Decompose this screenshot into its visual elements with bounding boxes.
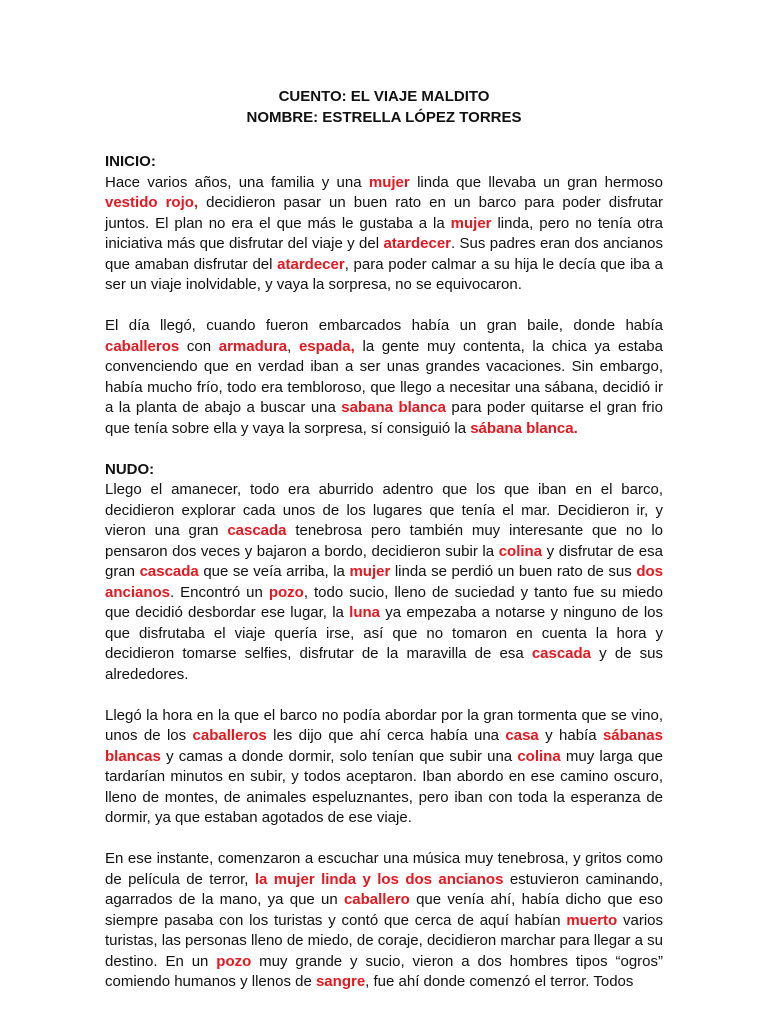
text-run: linda, pero no tenía otra iniciativa más que disfrutar del viaje y del bbox=[105, 214, 663, 252]
highlighted-keyword: colina bbox=[498, 542, 543, 560]
highlighted-keyword: luna bbox=[349, 604, 380, 621]
highlighted-keyword: caballero bbox=[343, 891, 410, 908]
highlighted-keyword: muerto bbox=[566, 911, 618, 929]
text-run: que venía ahí, había dicho que eso siempre pasaba con los turistas y contó que cerca de aquí habían bbox=[105, 891, 663, 929]
text-run: para poder quitarse el gran frio que tenía sobre ella y vaya la sorpresa, sí consiguió la bbox=[105, 399, 663, 437]
highlighted-keyword: mujer bbox=[349, 563, 391, 580]
highlighted-keyword: sabana blanca bbox=[341, 399, 446, 416]
highlighted-keyword: armadura bbox=[218, 337, 288, 355]
text-run: muy larga que tardarían minutos en subir, y todos aceptaron. Iban abordo en ese camino oscuro, lleno de montes, de animales espeluznantes, pero iban con toda la esperanza de dormir, ya que estaban agotados de ese viaje. bbox=[105, 747, 663, 826]
highlighted-keyword: casa bbox=[505, 727, 539, 744]
text-run: varios turistas, las personas lleno de miedo, de coraje, decidieron marchar para llegar a su destino. En un bbox=[105, 911, 664, 970]
highlighted-keyword: cascada bbox=[531, 645, 592, 662]
text-run: Llegó la hora en la que el barco no podía abordar por la gran tormenta que se vino, unos de los bbox=[105, 706, 663, 744]
highlighted-keyword: pozo bbox=[216, 952, 252, 970]
paragraph bbox=[105, 480, 663, 685]
section-nudo bbox=[105, 460, 663, 993]
highlighted-keyword: cascada bbox=[227, 522, 287, 539]
highlighted-keyword: caballeros bbox=[192, 727, 267, 744]
text-run: El día llegó, cuando fueron embarcados había un gran baile, donde había bbox=[105, 317, 663, 334]
highlighted-keyword: espada, bbox=[298, 337, 355, 355]
highlighted-keyword: dos ancianos bbox=[105, 563, 663, 601]
text-run: , para poder calmar a su hija le decía que iba a ser un viaje inolvidable, y vaya la sorpresa, no se equivocaron. bbox=[105, 255, 663, 293]
text-run: muy grande y sucio, vieron a dos hombres tipos “ogros” comiendo humanos y llenos de bbox=[105, 952, 663, 990]
text-run: estuvieron caminando, agarrados de la mano, ya que un bbox=[105, 870, 663, 908]
highlighted-keyword: mujer bbox=[450, 214, 492, 232]
story-title: CUENTO: EL VIAJE MALDITO bbox=[278, 88, 490, 105]
text-run: decidieron pasar un buen rato en un barco para poder disfrutar juntos. El plan no era el que más le gustaba a la bbox=[105, 194, 663, 232]
text-run: con bbox=[179, 337, 219, 355]
text-run: . Encontró un bbox=[170, 583, 269, 601]
document-header bbox=[105, 86, 663, 128]
text-run: , fue ahí donde comenzó el terror. Todos bbox=[365, 973, 634, 990]
highlighted-keyword: atardecer bbox=[383, 235, 451, 252]
section-inicio bbox=[105, 152, 663, 439]
text-run: Hace varios años, una familia y una bbox=[105, 173, 369, 191]
text-run: la gente muy contenta, la chica ya estaba convenciendo que en verdad iban a ser unas grandes vacaciones. Sin embargo, había mucho frío, todo era tembloroso, que llego a necesitar una sábana, decidió ir a la planta de abajo a buscar una bbox=[105, 337, 663, 416]
text-run: En ese instante, comenzaron a escuchar una música muy tenebrosa, y gritos como de película de terror, bbox=[105, 850, 663, 888]
paragraph bbox=[105, 706, 663, 829]
paragraph bbox=[105, 316, 663, 439]
highlighted-keyword: sábanas blancas bbox=[105, 727, 663, 765]
highlighted-keyword: sangre bbox=[315, 973, 366, 990]
text-run: y de sus alrededores. bbox=[105, 645, 663, 683]
text-run: linda se perdió un buen rato de sus bbox=[390, 563, 637, 580]
highlighted-keyword: vestido rojo, bbox=[105, 194, 199, 211]
section-heading: NUDO: bbox=[105, 460, 155, 478]
paragraph bbox=[105, 173, 663, 296]
section-heading: INICIO: bbox=[105, 153, 156, 170]
text-run: tenebrosa pero también muy interesante que no lo pensaron dos veces y bajaron a bordo, decidieron subir la bbox=[105, 522, 663, 560]
text-run: y disfrutar de esa gran bbox=[105, 542, 663, 580]
highlighted-keyword: atardecer bbox=[277, 255, 345, 273]
text-run: . Sus padres eran dos ancianos que amaban disfrutar del bbox=[105, 235, 664, 273]
text-run: y camas a donde dormir, solo tenían que subir una bbox=[160, 747, 518, 765]
text-run: , bbox=[287, 337, 299, 355]
text-run: linda que llevaba un gran hermoso bbox=[409, 173, 664, 191]
highlighted-keyword: colina bbox=[517, 747, 561, 765]
text-run: les dijo que ahí cerca había una bbox=[266, 727, 506, 744]
text-run: Llego el amanecer, todo era aburrido adentro que los que iban en el barco, decidieron explorar cada unos de los lugares que tenía el mar. Decidieron ir, y vieron una gran bbox=[105, 481, 663, 539]
highlighted-keyword: sábana blanca. bbox=[470, 419, 578, 437]
highlighted-keyword: la mujer linda y los dos ancianos bbox=[254, 870, 504, 888]
text-run: y había bbox=[538, 727, 603, 744]
highlighted-keyword: mujer bbox=[368, 173, 410, 191]
text-run: que se veía arriba, la bbox=[198, 563, 350, 580]
highlighted-keyword: pozo bbox=[268, 583, 304, 601]
text-run: ya empezaba a notarse y ninguno de los que disfrutaba el viaje quería irse, así que no tomaron en cuenta la hora y decidieron tomarse selfies, disfrutar de la maravilla de esa bbox=[105, 604, 663, 662]
author-name: NOMBRE: ESTRELLA LÓPEZ TORRES bbox=[246, 109, 522, 126]
paragraph bbox=[105, 849, 663, 993]
text-run: , todo sucio, lleno de suciedad y tanto fue su miedo que decidió desbordar ese lugar, la bbox=[105, 583, 663, 621]
highlighted-keyword: caballeros bbox=[105, 337, 180, 355]
highlighted-keyword: cascada bbox=[139, 563, 199, 580]
